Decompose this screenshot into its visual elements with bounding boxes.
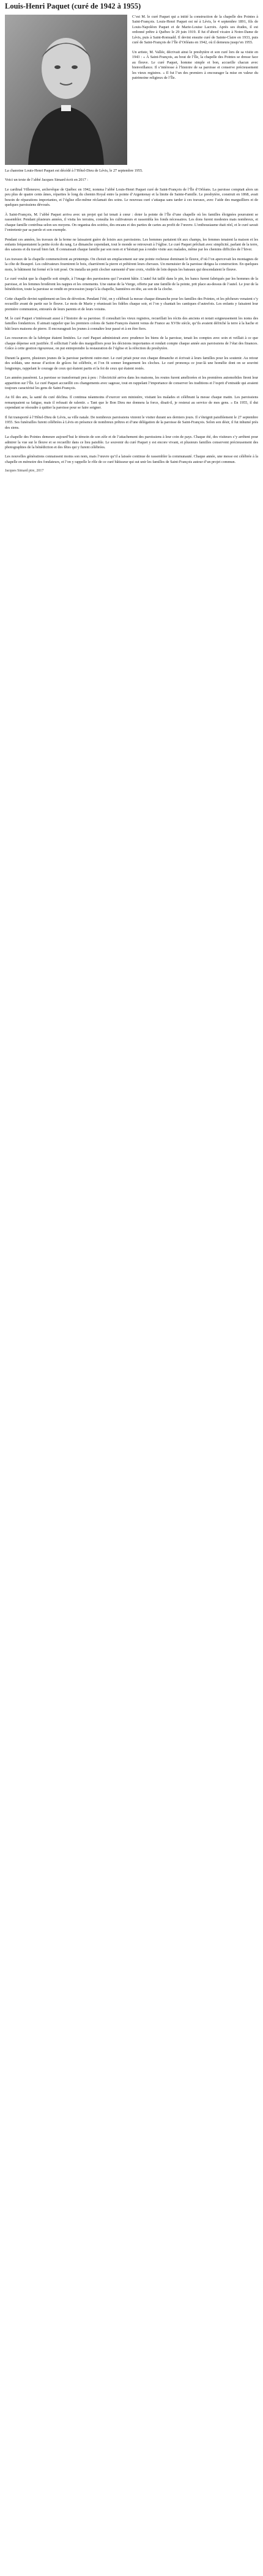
paragraph: Cette chapelle devint rapidement un lieu de dévotion. Pendant l’été, on y célébrait la messe chaque dimanche pour les familles des Pointes, et les pêcheurs venaient s’y recueillir avant de partir sur le fleuve. Le mois de Marie y réunissait les fidèles chaque soir, et l’on y chantait les cantiques d’autrefois. Les enfants y faisaient leur première communion, entourés de leurs parents et de leurs voisins. bbox=[5, 296, 258, 311]
lead-text bbox=[132, 15, 258, 165]
paragraph: Pendant ces années, les travaux de la ferme ne laissaient guère de loisirs aux paroissiens. Les hommes partaient tôt aux champs, les femmes tenaient la maison et les enfants fréquentaient la petite école du rang. Le dimanche cependant, tout le monde se retrouvait à l’église. Le curé Paquet prêchait avec simplicité, parlant de la terre, des saisons et du travail bien fait. Il connaissait chaque famille par son nom et n’hésitait pas à rendre visite aux malades, même par les chemins difficiles de l’hiver. bbox=[5, 237, 258, 252]
paragraph: Il fut transporté à l’Hôtel-Dieu de Lévis, sa ville natale. De nombreux paroissiens vinrent le visiter durant ses derniers jours. Il s’éteignit paisiblement le 27 septembre 1955. Ses funérailles furent célébrées à Lévis en présence de nombreux prêtres et d’une délégation de la paroisse de Saint-François. Selon son désir, il fut inhumé près des siens. bbox=[5, 415, 258, 430]
page-title: Louis-Henri Paquet (curé de 1942 à 1955) bbox=[5, 2, 141, 10]
paragraph: M. le curé Paquet s’intéressait aussi à l’histoire de sa paroisse. Il consultait les vieux registres, recueillait les récits des anciens et notait soigneusement les noms des familles fondatrices. Il aimait rappeler que les premiers colons de Saint-François étaient venus de France au XVIIe siècle, qu’ils avaient défriché la terre à la hache et bâti leurs maisons de pierre. Il encourageait les jeunes à connaître leur passé et à en être fiers. bbox=[5, 316, 258, 331]
paragraph: Les nouvelles générations connaissent moins son nom, mais l’œuvre qu’il a laissée continue de rassembler la communauté. Chaque année, une messe est célébrée à la chapelle en mémoire des fondateurs, et l’on y rappelle le rôle de ce curé bâtisseur qui sut unir les familles de Saint-François autour d’un projet commun. bbox=[5, 454, 258, 464]
paragraph: La chanoine Louis-Henri Paquet est décédé à l’Hôtel-Dieu de Lévis, le 27 septembre 1955. bbox=[5, 169, 143, 173]
paragraph: C’est M. le curé Paquet qui a initié la construction de la chapelle des Pointes à Saint-François. Louis-Henri Paquet est né à Lévis, le 4 septembre 1891, fils de Louis-Napoléon Paquet et de Marie-Louise Lacroix. Après ses études, il est ordonné prêtre à Québec le 29 juin 1919. Il fut d’abord vicaire à Notre-Dame de Lévis, puis à Saint-Romuald. Il devint ensuite curé de Sainte-Claire en 1933, puis curé de Saint-François de l’Île d’Orléans en 1942, où il demeura jusqu’en 1955. bbox=[132, 15, 258, 45]
paragraph: Durant la guerre, plusieurs jeunes de la paroisse partirent outre-mer. Le curé priait pour eux chaque dimanche et écrivait à leurs familles pour les soutenir. Au retour des soldats, une messe d’action de grâces fut célébrée, et l’on fit sonner longuement les cloches. Le curé prononça ce jour-là une homélie dont on se souvint longtemps, rappelant le courage de ceux qui étaient partis et la foi de ceux qui étaient restés. bbox=[5, 355, 258, 371]
article bbox=[0, 0, 263, 475]
portrait-photo bbox=[5, 15, 127, 165]
paragraph: La chapelle des Pointes demeure aujourd’hui le témoin de son zèle et de l’attachement des paroissiens à leur coin de pays. Chaque été, des visiteurs s’y arrêtent pour admirer la vue sur le fleuve et se recueillir dans ce lieu paisible. Le souvenir du curé Paquet y est encore vivant, et plusieurs familles conservent précieusement des photographies de la bénédiction et des fêtes qui y furent célébrées. bbox=[5, 435, 258, 450]
paragraph: Les années passèrent. La paroisse se transformait peu à peu : l’électricité arriva dans les maisons, les routes furent améliorées et les premières automobiles firent leur apparition sur l’Île. Le curé Paquet accueillit ces changements avec sagesse, tout en rappelant l’importance de conserver les traditions et l’esprit d’entraide qui avaient toujours caractérisé les gens de Saint-François. bbox=[5, 376, 258, 390]
paragraph: Les travaux de la chapelle commencèrent au printemps. On choisit un emplacement sur une pointe rocheuse dominant le fleuve, d’où l’on apercevait les montagnes de la côte de Beaupré. Les cultivateurs fournirent le bois, charrièrent la pierre et prêtèrent leurs chevaux. Un menuisier de la paroisse dirigea la construction. En quelques mois, le bâtiment fut fermé et le toit posé. On installa un petit clocher surmonté d’une croix, visible de loin depuis les bateaux qui descendaient le fleuve. bbox=[5, 257, 258, 272]
paragraph: Les ressources de la fabrique étaient limitées. Le curé Paquet administrait avec prudence les biens de la paroisse, tenait les comptes avec soin et veillait à ce que chaque dépense soit justifiée. Il sollicitait l’aide des marguilliers pour les décisions importantes et rendait compte chaque année aux paroissiens de l’état des finances. Grâce à cette gestion rigoureuse, on put entreprendre la restauration de l’église et la réfection du presbytère. bbox=[5, 336, 258, 351]
lead-section bbox=[5, 15, 258, 165]
paragraph: Le curé voulut que la chapelle soit simple, à l’image des paroissiens qui l’avaient bâtie. L’autel fut taillé dans le pin, les bancs furent fabriqués par les hommes de la paroisse, et les femmes brodèrent les nappes et les ornements. Une statue de la Vierge, offerte par une famille de la pointe, prit place au-dessus de l’autel. Le jour de la bénédiction, toute la paroisse se rendit en procession jusqu’à la chapelle, bannières en tête, au son de la cloche. bbox=[5, 277, 258, 292]
portrait-illustration bbox=[5, 15, 127, 165]
paragraph: Voici un texte de l’abbé Jacques Simard écrit en 2017 : bbox=[5, 178, 88, 183]
author-signature: Jacques Simard ptre, 2017 bbox=[5, 469, 44, 473]
paragraph: Un artiste, M. Vallée, décrivait ainsi le presbytère et son curé lors de sa visite en 1943 : « À Saint-François, au bout de l’Île, la chapelle des Pointes se dresse face au fleuve. Le curé Paquet, homme simple et bon, accueille chacun avec bienveillance. Il s’intéresse à l’histoire de sa paroisse et conserve précieusement les vieux registres. » Il fut l’un des premiers à encourager la mise en valeur du patrimoine religieux de l’Île. bbox=[132, 49, 258, 80]
paragraph: À Saint-François, M. l’abbé Paquet arriva avec un projet qui lui tenait à cœur : doter la pointe de l’Île d’une chapelle où les familles éloignées pourraient se rassembler. Pendant plusieurs années, il visita les terrains, consulta les cultivateurs et rassembla les fonds nécessaires. Les dons furent modestes mais nombreux, et chaque famille contribua selon ses moyens. On organisa des soirées, des encans et des parties de cartes au profit de l’œuvre. L’enthousiasme était réel, et le curé savait l’entretenir par sa parole et son exemple. bbox=[5, 212, 258, 233]
paragraph: Au fil des ans, la santé du curé déclina. Il continua néanmoins d’exercer son ministère, visitant les malades et célébrant la messe chaque matin. Les paroissiens remarquaient sa fatigue, mais il refusait de ralentir. « Tant que le Bon Dieu me donnera la force, disait-il, je resterai au service de mes gens. » En 1955, il dut cependant se résoudre à quitter la paroisse pour se faire soigner. bbox=[5, 395, 258, 410]
paragraph: Le cardinal Villeneuve, archevêque de Québec en 1942, nomma l’abbé Louis-Henri Paquet curé de Saint-François de l’Île d’Orléans. La paroisse comptait alors un peu plus de quatre cents âmes, réparties le long du chemin Royal entre la pointe d’Argentenay et la limite de Sainte-Famille. Le presbytère, construit en 1868, avait besoin de réparations importantes, et l’église elle-même réclamait des soins. Le nouveau curé s’attaqua sans tarder à ces travaux, avec l’aide des marguilliers et de quelques paroissiens dévoués. bbox=[5, 187, 258, 208]
